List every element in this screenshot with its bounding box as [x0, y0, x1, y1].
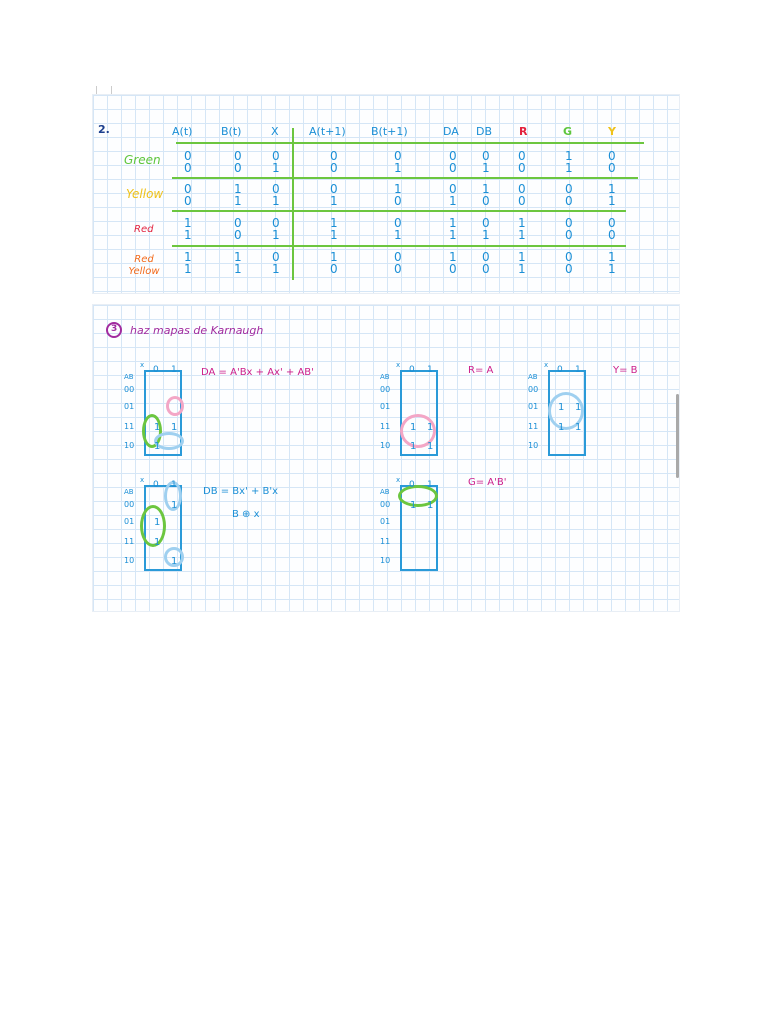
table-cell: 1 [330, 216, 338, 230]
header-a-t: A(t) [172, 125, 193, 138]
table-cell: 0 [608, 161, 616, 175]
section-title: haz mapas de Karnaugh [130, 324, 264, 337]
row-divider-1 [172, 177, 638, 179]
kmap-row-label: 01 [124, 517, 135, 526]
kmap-cell: 1 [154, 441, 161, 452]
row-label-red: Red [134, 224, 154, 235]
kmap-col-label: 0 [557, 365, 563, 375]
kmap-col-label: 0 [409, 365, 415, 375]
table-cell: 1 [184, 262, 192, 276]
table-cell: 0 [184, 194, 192, 208]
table-cell: 0 [565, 228, 573, 242]
table-cell: 0 [184, 182, 192, 196]
table-cell: 0 [184, 149, 192, 163]
kmap-cell: 1 [575, 422, 582, 433]
row-divider-3 [172, 245, 626, 247]
header-a-t1: A(t+1) [309, 125, 346, 138]
kmap-corner-x: x [140, 476, 145, 484]
kmap-cell: 1 [410, 500, 417, 511]
table-cell: 0 [394, 262, 402, 276]
table-cell: 0 [482, 149, 490, 163]
table-cell: 0 [449, 149, 457, 163]
kmap-row-label: 01 [380, 402, 391, 411]
kmap-corner-ab: AB [380, 488, 390, 496]
kmap-expression: Y= B [613, 365, 638, 376]
kmap-row-label: 11 [380, 537, 391, 546]
kmap-corner-ab: AB [124, 488, 134, 496]
table-cell: 1 [330, 250, 338, 264]
table-cell: 0 [272, 216, 280, 230]
table-cell: 1 [518, 250, 526, 264]
kmap-grouping-circle [140, 505, 166, 547]
table-cell: 0 [518, 149, 526, 163]
scrollbar[interactable] [676, 394, 679, 478]
header-b-t1: B(t+1) [371, 125, 408, 138]
kmap-cell: 1 [427, 422, 434, 433]
kmap-cell: 1 [171, 500, 178, 511]
truth-table-sheet [92, 94, 680, 294]
table-cell: 1 [184, 216, 192, 230]
kmap-row-label: 00 [528, 385, 539, 394]
table-cell: 0 [330, 182, 338, 196]
table-cell: 1 [565, 161, 573, 175]
kmap-col-label: 1 [171, 480, 177, 490]
kmap-col-label: 0 [409, 480, 415, 490]
table-cell: 0 [518, 194, 526, 208]
kmap-row-label: 10 [528, 441, 539, 450]
header-y: Y [608, 125, 616, 138]
table-cell: 1 [272, 194, 280, 208]
kmap-corner-x: x [140, 361, 145, 369]
header-r: R [519, 125, 528, 138]
table-cell: 1 [234, 262, 242, 276]
kmap-row-label: 10 [124, 441, 135, 450]
kmap-row-label: 01 [528, 402, 539, 411]
table-cell: 1 [518, 216, 526, 230]
kmap-row-label: 01 [124, 402, 135, 411]
table-cell: 0 [565, 194, 573, 208]
kmap-expression: G= A'B' [468, 477, 507, 488]
kmap-cell: 1 [427, 441, 434, 452]
table-cell: 1 [565, 149, 573, 163]
kmap-cell: 1 [154, 517, 161, 528]
kmap-row-label: 10 [380, 441, 391, 450]
table-cell: 1 [449, 228, 457, 242]
section-number: 3 [111, 324, 118, 334]
table-cell: 0 [518, 161, 526, 175]
table-cell: 1 [272, 161, 280, 175]
kmap-row-label: 11 [124, 422, 135, 431]
kmap-col-label: 1 [171, 365, 177, 375]
kmap-cell: 1 [427, 500, 434, 511]
kmap-col-label: 0 [153, 480, 159, 490]
table-cell: 0 [608, 149, 616, 163]
table-column-divider [292, 128, 294, 280]
table-cell: 0 [234, 228, 242, 242]
row-divider-2 [172, 210, 626, 212]
table-cell: 1 [482, 182, 490, 196]
table-cell: 0 [565, 182, 573, 196]
table-cell: 1 [234, 194, 242, 208]
table-cell: 0 [565, 262, 573, 276]
table-cell: 1 [449, 250, 457, 264]
table-cell: 1 [608, 182, 616, 196]
kmap-corner-x: x [544, 361, 549, 369]
kmap-row-label: 10 [380, 556, 391, 565]
kmap-grouping-circle [166, 396, 184, 416]
table-cell: 1 [482, 161, 490, 175]
kmap-corner-ab: AB [528, 373, 538, 381]
header-da: DA [443, 125, 459, 138]
header-db: DB [476, 125, 493, 138]
table-cell: 0 [234, 161, 242, 175]
table-cell: 0 [518, 182, 526, 196]
table-cell: 1 [449, 216, 457, 230]
kmap-cell: 1 [171, 556, 178, 567]
table-cell: 1 [608, 194, 616, 208]
table-cell: 1 [518, 228, 526, 242]
row-label-yellow: Yellow [126, 187, 164, 201]
table-cell: 0 [449, 161, 457, 175]
table-cell: 1 [608, 262, 616, 276]
kmap-row-label: 11 [380, 422, 391, 431]
table-cell: 0 [394, 149, 402, 163]
kmap-col-label: 1 [575, 365, 581, 375]
table-cell: 0 [184, 161, 192, 175]
table-cell: 1 [272, 228, 280, 242]
kmap-cell: 1 [154, 537, 161, 548]
table-cell: 0 [449, 262, 457, 276]
kmap-cell: 1 [575, 402, 582, 413]
table-cell: 0 [482, 216, 490, 230]
table-cell: 0 [272, 182, 280, 196]
header-x: X [271, 125, 279, 138]
kmap-expression-alt: B ⊕ x [232, 509, 260, 520]
kmap-cell: 1 [154, 422, 161, 433]
table-cell: 1 [330, 194, 338, 208]
table-cell: 0 [482, 250, 490, 264]
kmap-row-label: 00 [124, 385, 135, 394]
table-cell: 0 [272, 149, 280, 163]
table-cell: 0 [449, 182, 457, 196]
table-cell: 0 [482, 194, 490, 208]
table-cell: 0 [330, 149, 338, 163]
kmap-col-label: 0 [153, 365, 159, 375]
header-b-t: B(t) [221, 125, 242, 138]
table-cell: 0 [394, 250, 402, 264]
table-cell: 1 [518, 262, 526, 276]
table-cell: 1 [608, 250, 616, 264]
table-cell: 0 [608, 228, 616, 242]
kmap-corner-ab: AB [124, 373, 134, 381]
kmap-row-label: 00 [124, 500, 135, 509]
kmap-row-label: 00 [380, 500, 391, 509]
table-cell: 1 [482, 228, 490, 242]
kmap-cell: 1 [558, 402, 565, 413]
kmap-cell: 1 [410, 422, 417, 433]
kmap-cell: 1 [171, 422, 178, 433]
table-cell: 0 [330, 262, 338, 276]
kmap-corner-x: x [396, 361, 401, 369]
row-label-green: Green [124, 153, 161, 167]
kmap-expression: DA = A'Bx + Ax' + AB' [201, 367, 314, 378]
table-cell: 1 [394, 161, 402, 175]
kmap-row-label: 10 [124, 556, 135, 565]
table-cell: 1 [394, 182, 402, 196]
table-cell: 0 [565, 250, 573, 264]
row-label-red-yellow: Red Yellow [128, 254, 160, 277]
table-cell: 1 [449, 194, 457, 208]
table-cell: 0 [608, 216, 616, 230]
table-cell: 0 [565, 216, 573, 230]
table-cell: 0 [330, 161, 338, 175]
header-g: G [563, 125, 573, 138]
kmap-row-label: 11 [124, 537, 135, 546]
table-header-line [176, 142, 644, 144]
problem-number: 2. [98, 123, 110, 136]
kmap-expression: DB = Bx' + B'x [203, 486, 279, 497]
table-cell: 0 [394, 216, 402, 230]
kmap-corner-ab: AB [380, 373, 390, 381]
kmap-expression: R= A [468, 365, 494, 376]
table-cell: 0 [272, 250, 280, 264]
table-cell: 1 [184, 250, 192, 264]
table-cell: 0 [234, 216, 242, 230]
table-cell: 1 [394, 228, 402, 242]
table-cell: 1 [234, 250, 242, 264]
table-cell: 0 [394, 194, 402, 208]
table-cell: 0 [482, 262, 490, 276]
kmap-corner-x: x [396, 476, 401, 484]
kmap-row-label: 00 [380, 385, 391, 394]
kmap-row-label: 01 [380, 517, 391, 526]
table-cell: 1 [272, 262, 280, 276]
table-cell: 1 [234, 182, 242, 196]
kmap-col-label: 1 [427, 365, 433, 375]
table-cell: 1 [330, 228, 338, 242]
table-cell: 0 [234, 149, 242, 163]
kmap-cell: 1 [558, 422, 565, 433]
kmap-col-label: 1 [427, 480, 433, 490]
kmap-cell: 1 [410, 441, 417, 452]
table-cell: 1 [184, 228, 192, 242]
kmap-row-label: 11 [528, 422, 539, 431]
